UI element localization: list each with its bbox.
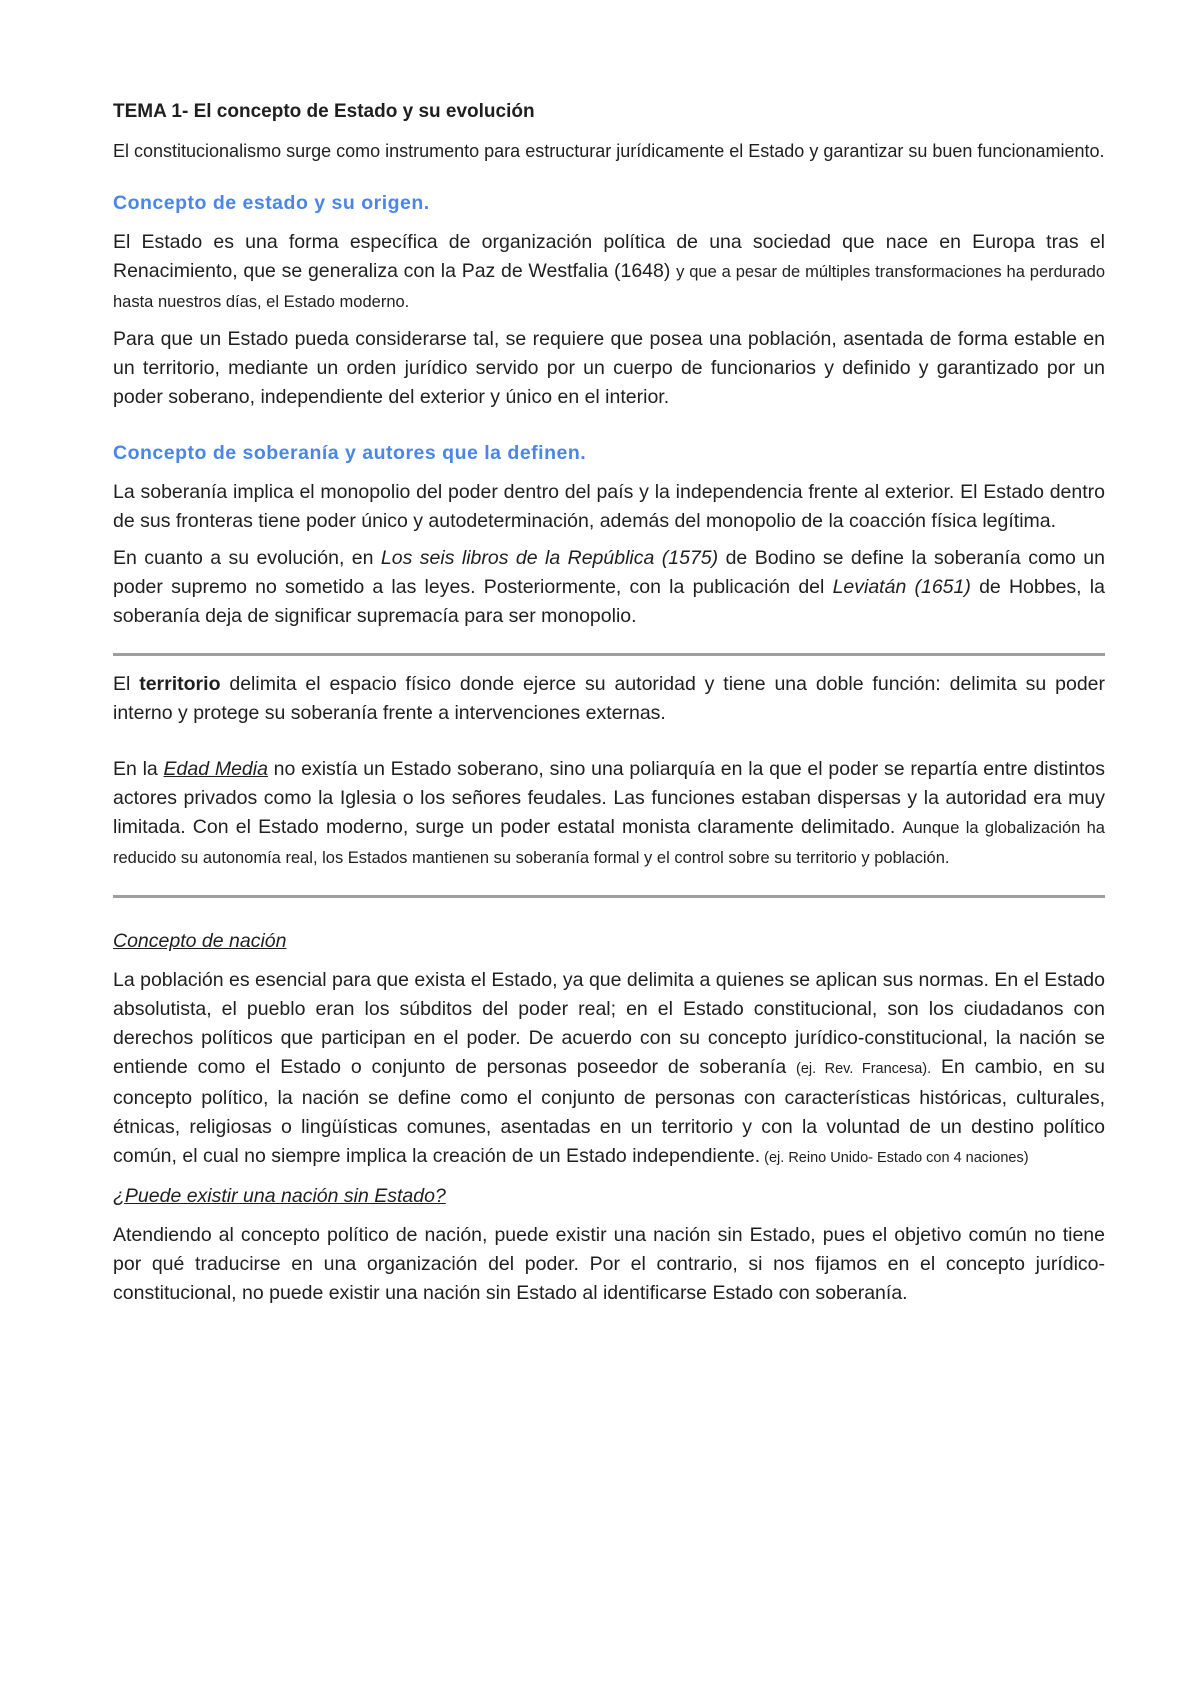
text-span: En la [113,758,164,780]
small-text-span: Aunque la globalización ha reducido su autonomía real, los Estados mantienen su soberanía formal y el control sobre su territorio y población. [113,819,1105,867]
paragraph-nacion-sin-estado: Atendiendo al concepto político de nación, puede existir una nación sin Estado, pues el objetivo común no tiene por qué traducirse en una organización del poder. Por el contrario, si nos fijamos en el concepto jurídico-constitucional, no puede existir una nación sin Estado al identificarse Estado con soberanía. [113,1224,1105,1304]
text-span: no existía un Estado soberano, sino una poliarquía en la que el poder se repartía entre distintos actores privados como la Iglesia o los señores feudales. Las funciones estaban dispersas y la autoridad era muy limitada. Con el Estado moderno, surge un poder estatal monista claramente delimitado. [113,758,1105,838]
text-span: En cambio, en su concepto político, la nación se define como el conjunto de personas con características históricas, culturales, étnicas, religiosas o lingüísticas comunes, asentadas en un territorio y con la voluntad de un destino político común, el cual no siempre implica la creación de un Estado independiente. [113,1056,1105,1167]
document-page [113,100,1105,1308]
section-heading-nacion: Concepto de nación [113,930,287,952]
section-heading-nacion-sin-estado: ¿Puede existir una nación sin Estado? [113,1185,446,1207]
paragraph-estado-requisitos: Para que un Estado pueda considerarse tal, se requiere que posea una población, asentada de forma estable en un territorio, mediante un orden jurídico servido por un cuerpo de funcionarios y definido y garantizado por un poder soberano, independiente del exterior y único en el interior. [113,328,1105,408]
text-span: de Bodino se define la soberanía como un poder supremo no sometido a las leyes. Posteriormente, con la publicación del [113,547,1105,598]
section-heading-estado: Concepto de estado y su origen. [113,192,430,214]
paragraph-edad-media [113,755,1105,873]
text-span: En cuanto a su evolución, en [113,547,381,569]
note-text: (ej. Rev. Francesa). [796,1061,932,1077]
text-span: de Hobbes, la soberanía deja de significar supremacía para ser monopolio. [113,576,1105,627]
book-title-hobbes: Leviatán (1651) [832,576,971,598]
text-span: El Estado es una forma específica de organización política de una sociedad que nace en Europa tras el Renacimiento, que se generaliza con la Paz de Westfalia (1648) [113,231,1105,282]
paragraph-nacion [113,966,1105,1173]
document-title: TEMA 1- El concepto de Estado y su evolución [113,101,535,122]
paragraph-soberania: La soberanía implica el monopolio del poder dentro del país y la independencia frente al exterior. El Estado dentro de sus fronteras tiene poder único y autodeterminación, además del monopolio de la coacción física legítima. [113,481,1105,532]
text-span: La población es esencial para que exista el Estado, ya que delimita a quienes se aplican sus normas. En el Estado absolutista, el pueblo eran los súbditos del poder real; en el Estado constitucional, son los ciudadanos con derechos políticos que participan en el poder. De acuerdo con su concepto jurídico-constitucional, la nación se entiende como el Estado o conjunto de personas poseedor de soberanía [113,969,1105,1078]
paragraph-soberania-evolucion [113,544,1105,631]
intro-paragraph: El constitucionalismo surge como instrumento para estructurar jurídicamente el Estado y garantizar su buen funcionamiento. [113,141,1105,161]
text-span: El [113,673,140,695]
text-span: delimita el espacio físico donde ejerce su autoridad y tiene una doble función: delimita su poder interno y protege su soberanía frente a intervenciones externas. [113,673,1105,724]
note-text: (ej. Reino Unido- Estado con 4 naciones) [760,1150,1029,1166]
book-title-bodino: Los seis libros de la República (1575) [380,547,719,569]
horizontal-divider [113,653,1105,656]
horizontal-divider [113,895,1105,898]
paragraph-territorio [113,670,1105,728]
bold-term-territorio: territorio [139,673,221,695]
link-edad-media[interactable]: Edad Media [163,758,268,780]
paragraph-estado-origen [113,228,1105,317]
small-text-span: y que a pesar de múltiples transformaciones ha perdurado hasta nuestros días, el Estado moderno. [113,263,1105,311]
section-heading-soberania: Concepto de soberanía y autores que la definen. [113,442,587,464]
